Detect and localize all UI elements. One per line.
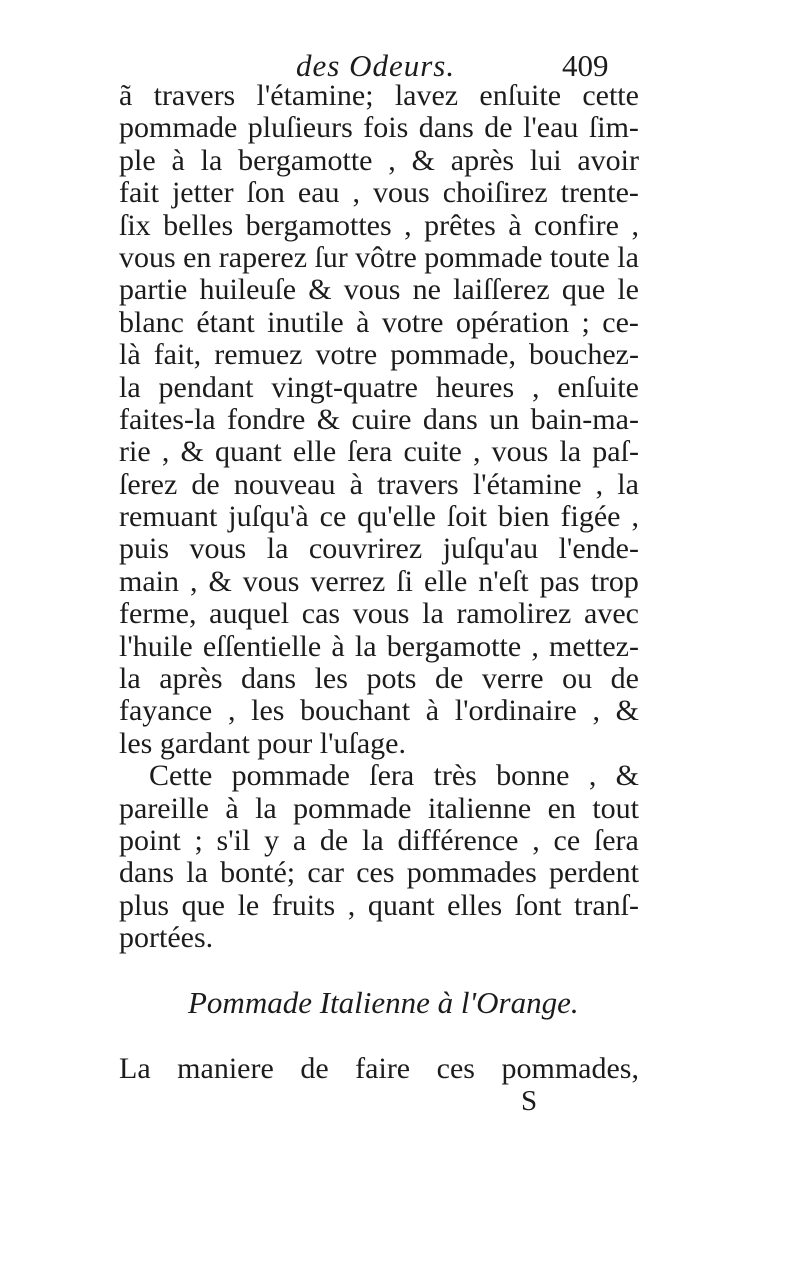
word: ſi bbox=[396, 564, 413, 598]
word: qu'elle bbox=[357, 500, 436, 534]
text-line bbox=[119, 695, 639, 727]
word: y bbox=[264, 823, 280, 857]
word: votre bbox=[381, 305, 444, 339]
word: pluſieurs bbox=[247, 111, 353, 145]
word: huileuſe bbox=[199, 273, 297, 307]
word: fait bbox=[119, 176, 159, 210]
word: l'étamine bbox=[472, 467, 582, 501]
word: Cette bbox=[149, 759, 213, 793]
word: vous bbox=[343, 273, 401, 307]
word: pommade bbox=[231, 759, 350, 793]
word: l'eau bbox=[523, 111, 579, 145]
word: l'huile bbox=[119, 629, 193, 663]
word: fayance bbox=[119, 694, 213, 728]
word: paſ- bbox=[592, 435, 639, 469]
text-line bbox=[119, 533, 639, 565]
word: s'il bbox=[216, 823, 251, 857]
page-number: 409 bbox=[562, 48, 609, 83]
word: , bbox=[588, 759, 597, 793]
word: , bbox=[592, 694, 600, 728]
word: a bbox=[292, 823, 307, 857]
word: travers bbox=[153, 79, 236, 112]
word: perdent bbox=[548, 856, 639, 890]
word: à bbox=[356, 305, 370, 339]
word: ſoit bbox=[446, 500, 487, 534]
word: vôtre bbox=[355, 240, 417, 274]
word: elles bbox=[447, 888, 503, 922]
word: confire bbox=[534, 208, 619, 242]
word: dans bbox=[422, 402, 478, 436]
word: pommades, bbox=[501, 1052, 639, 1085]
word: , bbox=[227, 694, 236, 728]
word: bonté; bbox=[220, 856, 296, 890]
word: , bbox=[161, 435, 170, 469]
running-title: des Odeurs. bbox=[296, 48, 456, 83]
word: pareille bbox=[119, 791, 209, 825]
word: elle bbox=[423, 564, 468, 598]
word: , bbox=[388, 143, 396, 177]
word: lavez bbox=[394, 79, 459, 112]
word: tout bbox=[592, 791, 639, 825]
text-line bbox=[119, 242, 639, 274]
word: bien bbox=[497, 500, 550, 534]
word: prêtes bbox=[424, 208, 496, 242]
word: la bbox=[559, 435, 582, 469]
printer-signature-mark: S bbox=[521, 1085, 538, 1117]
word: à bbox=[349, 467, 363, 501]
text-line bbox=[119, 372, 639, 404]
text-line bbox=[119, 825, 639, 857]
word: mettez- bbox=[549, 629, 639, 663]
word: la bbox=[617, 240, 639, 274]
text-line bbox=[119, 469, 639, 501]
word: là bbox=[119, 338, 141, 372]
word: La bbox=[119, 1052, 151, 1085]
word: à bbox=[171, 143, 185, 177]
word: le bbox=[617, 273, 639, 307]
text-line bbox=[119, 177, 639, 209]
word: auquel bbox=[209, 597, 290, 631]
word: ſon bbox=[246, 176, 285, 210]
word: juſqu'à bbox=[228, 500, 309, 534]
word: votre bbox=[315, 338, 378, 372]
word: de bbox=[191, 467, 220, 501]
word: la bbox=[422, 597, 444, 631]
word: verre bbox=[481, 662, 544, 696]
word: vous bbox=[242, 564, 300, 598]
word: bonne bbox=[496, 759, 570, 793]
word: ce bbox=[553, 823, 581, 857]
word: trop bbox=[590, 564, 639, 598]
word: , bbox=[189, 564, 198, 598]
word: fondre bbox=[227, 402, 306, 436]
word: de bbox=[300, 1052, 329, 1085]
word: & bbox=[615, 759, 639, 793]
word: & bbox=[308, 273, 332, 307]
word: elle bbox=[292, 435, 337, 469]
text-line bbox=[119, 857, 639, 889]
word: ces bbox=[436, 1052, 475, 1085]
word: ces bbox=[356, 856, 395, 890]
word: & bbox=[411, 143, 435, 177]
body-text bbox=[119, 80, 639, 955]
word: la bbox=[119, 370, 141, 404]
word: à bbox=[508, 208, 522, 242]
word: l'ende- bbox=[558, 532, 639, 566]
word: & bbox=[615, 694, 639, 728]
word: pommade bbox=[424, 240, 543, 274]
word: pommade bbox=[293, 791, 412, 825]
word: en bbox=[547, 791, 576, 825]
word: vous bbox=[352, 597, 410, 631]
word: ou bbox=[562, 662, 593, 696]
word: rie bbox=[119, 435, 151, 469]
word: main bbox=[119, 564, 179, 598]
word: bergamottes bbox=[245, 208, 392, 242]
word: , bbox=[472, 435, 481, 469]
word: la bbox=[200, 143, 223, 177]
text-line bbox=[119, 112, 639, 144]
word: ple bbox=[119, 143, 156, 177]
word: ferme, bbox=[119, 597, 197, 631]
word: fait, bbox=[153, 338, 202, 372]
word: belles bbox=[163, 208, 234, 242]
word: de bbox=[319, 823, 349, 857]
word: dans bbox=[418, 111, 474, 145]
text-line bbox=[119, 922, 639, 954]
word: ; bbox=[194, 823, 203, 857]
word: les bbox=[314, 662, 348, 696]
text-line bbox=[119, 598, 639, 630]
word: enſuite bbox=[557, 370, 639, 404]
word: de bbox=[484, 111, 513, 145]
section-heading: Pommade Italienne à l'Orange. bbox=[188, 985, 579, 1020]
word: ſim- bbox=[588, 111, 639, 145]
word: que bbox=[181, 888, 225, 922]
word: vous bbox=[119, 240, 176, 274]
word: vingt-quatre bbox=[271, 370, 418, 404]
word: la bbox=[255, 791, 277, 825]
word: à bbox=[225, 791, 239, 825]
word: de bbox=[610, 662, 639, 696]
word: les gardant pour l'uſage. bbox=[119, 726, 406, 760]
word: , bbox=[531, 370, 540, 404]
word: fois bbox=[363, 111, 409, 145]
word: dans bbox=[119, 856, 174, 890]
word: après bbox=[450, 143, 515, 177]
word: jetter bbox=[171, 176, 234, 210]
text-line bbox=[119, 728, 639, 760]
word: avoir bbox=[577, 143, 639, 177]
word: point bbox=[119, 823, 181, 857]
word: n'eſt bbox=[478, 564, 529, 598]
word: ; bbox=[581, 305, 590, 339]
word: les bbox=[251, 694, 285, 728]
word: pommades bbox=[406, 856, 537, 890]
word: le bbox=[237, 888, 260, 922]
word: ſera bbox=[369, 759, 415, 793]
word: ſera bbox=[347, 435, 393, 469]
word: puis bbox=[119, 532, 170, 566]
word: figée bbox=[560, 500, 621, 534]
word: cas bbox=[301, 597, 341, 631]
word: & bbox=[208, 564, 232, 598]
word: lui bbox=[529, 143, 562, 177]
word: faites-la bbox=[119, 402, 216, 436]
word: , bbox=[532, 823, 540, 857]
word: l'étamine; bbox=[256, 79, 374, 112]
word: remuant bbox=[119, 500, 218, 534]
word: ã bbox=[119, 79, 133, 112]
word: verrez bbox=[310, 564, 386, 598]
word: raperez bbox=[218, 240, 308, 274]
word: italienne bbox=[427, 791, 532, 825]
paragraph-1 bbox=[119, 80, 639, 760]
word: cuire bbox=[351, 402, 412, 436]
word: pommade, bbox=[390, 338, 516, 372]
word: , bbox=[631, 208, 639, 242]
word: la bbox=[266, 532, 289, 566]
text-line bbox=[119, 501, 639, 533]
word: la bbox=[617, 467, 639, 501]
word: ramolirez bbox=[456, 597, 572, 631]
text-line bbox=[119, 793, 639, 825]
text-line bbox=[119, 339, 639, 371]
word: faire bbox=[355, 1052, 411, 1085]
word: choiſirez bbox=[442, 176, 548, 210]
final-line bbox=[119, 1052, 639, 1086]
word: ce bbox=[319, 500, 347, 534]
word: bouchez- bbox=[529, 338, 639, 372]
word: enſuite bbox=[479, 79, 562, 112]
word: opération bbox=[455, 305, 570, 339]
word: fruits bbox=[271, 888, 336, 922]
word: dans bbox=[241, 662, 297, 696]
word: pas bbox=[539, 564, 580, 598]
word: ce- bbox=[602, 305, 639, 339]
word: la bbox=[119, 662, 141, 696]
text-line bbox=[119, 274, 639, 306]
word: partie bbox=[119, 273, 188, 307]
text-line bbox=[119, 404, 639, 436]
word: laiſſerez bbox=[453, 273, 550, 307]
word: étant bbox=[196, 305, 255, 339]
word: nouveau bbox=[233, 467, 336, 501]
word: à bbox=[331, 629, 345, 663]
word: eſſentielle bbox=[202, 629, 322, 663]
word: de bbox=[435, 662, 464, 696]
word: très bbox=[433, 759, 477, 793]
word: portées. bbox=[119, 921, 214, 955]
word: la bbox=[186, 856, 208, 890]
word: pommade bbox=[119, 111, 238, 145]
word: à bbox=[425, 694, 440, 728]
word: inutile bbox=[267, 305, 344, 339]
text-line bbox=[119, 663, 639, 695]
word: cuite bbox=[403, 435, 462, 469]
text-line bbox=[119, 145, 639, 177]
word: & bbox=[180, 435, 204, 469]
word: maniere bbox=[177, 1052, 274, 1085]
word: , bbox=[631, 500, 639, 534]
word: la bbox=[354, 629, 377, 663]
word: car bbox=[307, 856, 344, 890]
text-line bbox=[119, 436, 639, 468]
word: plus bbox=[119, 888, 170, 922]
word: trente- bbox=[560, 176, 639, 210]
word: vous bbox=[189, 532, 247, 566]
word: un bbox=[489, 402, 520, 436]
word: eau bbox=[297, 176, 340, 210]
word: couvrirez bbox=[308, 532, 423, 566]
word: , bbox=[404, 208, 412, 242]
text-line bbox=[119, 631, 639, 663]
word: vous bbox=[373, 176, 430, 210]
word: ſont bbox=[514, 888, 562, 922]
word: cette bbox=[582, 79, 639, 112]
word: quant bbox=[367, 888, 435, 922]
word: travers bbox=[377, 467, 459, 501]
word: blanc bbox=[119, 305, 184, 339]
text-line bbox=[119, 890, 639, 922]
word: toute bbox=[549, 240, 610, 274]
word: que bbox=[561, 273, 606, 307]
paragraph-2 bbox=[119, 760, 639, 954]
word: ne bbox=[412, 273, 441, 307]
word: en bbox=[183, 240, 212, 274]
word: bouchant bbox=[300, 694, 411, 728]
word: pots bbox=[366, 662, 417, 696]
word: l'ordinaire bbox=[454, 694, 577, 728]
word: ſix bbox=[119, 208, 151, 242]
word: ſerez bbox=[119, 467, 178, 501]
word: , bbox=[347, 888, 356, 922]
word: différence bbox=[397, 823, 519, 857]
word: pendant bbox=[158, 370, 254, 404]
word: , bbox=[531, 629, 539, 663]
word: la bbox=[362, 823, 384, 857]
text-line bbox=[119, 210, 639, 242]
text-line bbox=[119, 566, 639, 598]
word: bain-ma- bbox=[530, 402, 639, 436]
word: bergamotte bbox=[238, 143, 373, 177]
word: , bbox=[595, 467, 604, 501]
word: & bbox=[316, 402, 341, 436]
word: heures bbox=[435, 370, 515, 404]
word: tranſ- bbox=[574, 888, 639, 922]
text-line bbox=[119, 760, 639, 792]
word: juſqu'au bbox=[442, 532, 539, 566]
word: quant bbox=[215, 435, 282, 469]
word: bergamotte bbox=[386, 629, 522, 663]
text-line bbox=[119, 80, 639, 112]
word: vous bbox=[491, 435, 549, 469]
word: , bbox=[352, 176, 361, 210]
word: remuez bbox=[214, 338, 303, 372]
word: après bbox=[159, 662, 223, 696]
word: avec bbox=[584, 597, 639, 631]
text-line bbox=[119, 307, 639, 339]
word: ſera bbox=[593, 823, 639, 857]
word: ſur bbox=[314, 240, 348, 274]
